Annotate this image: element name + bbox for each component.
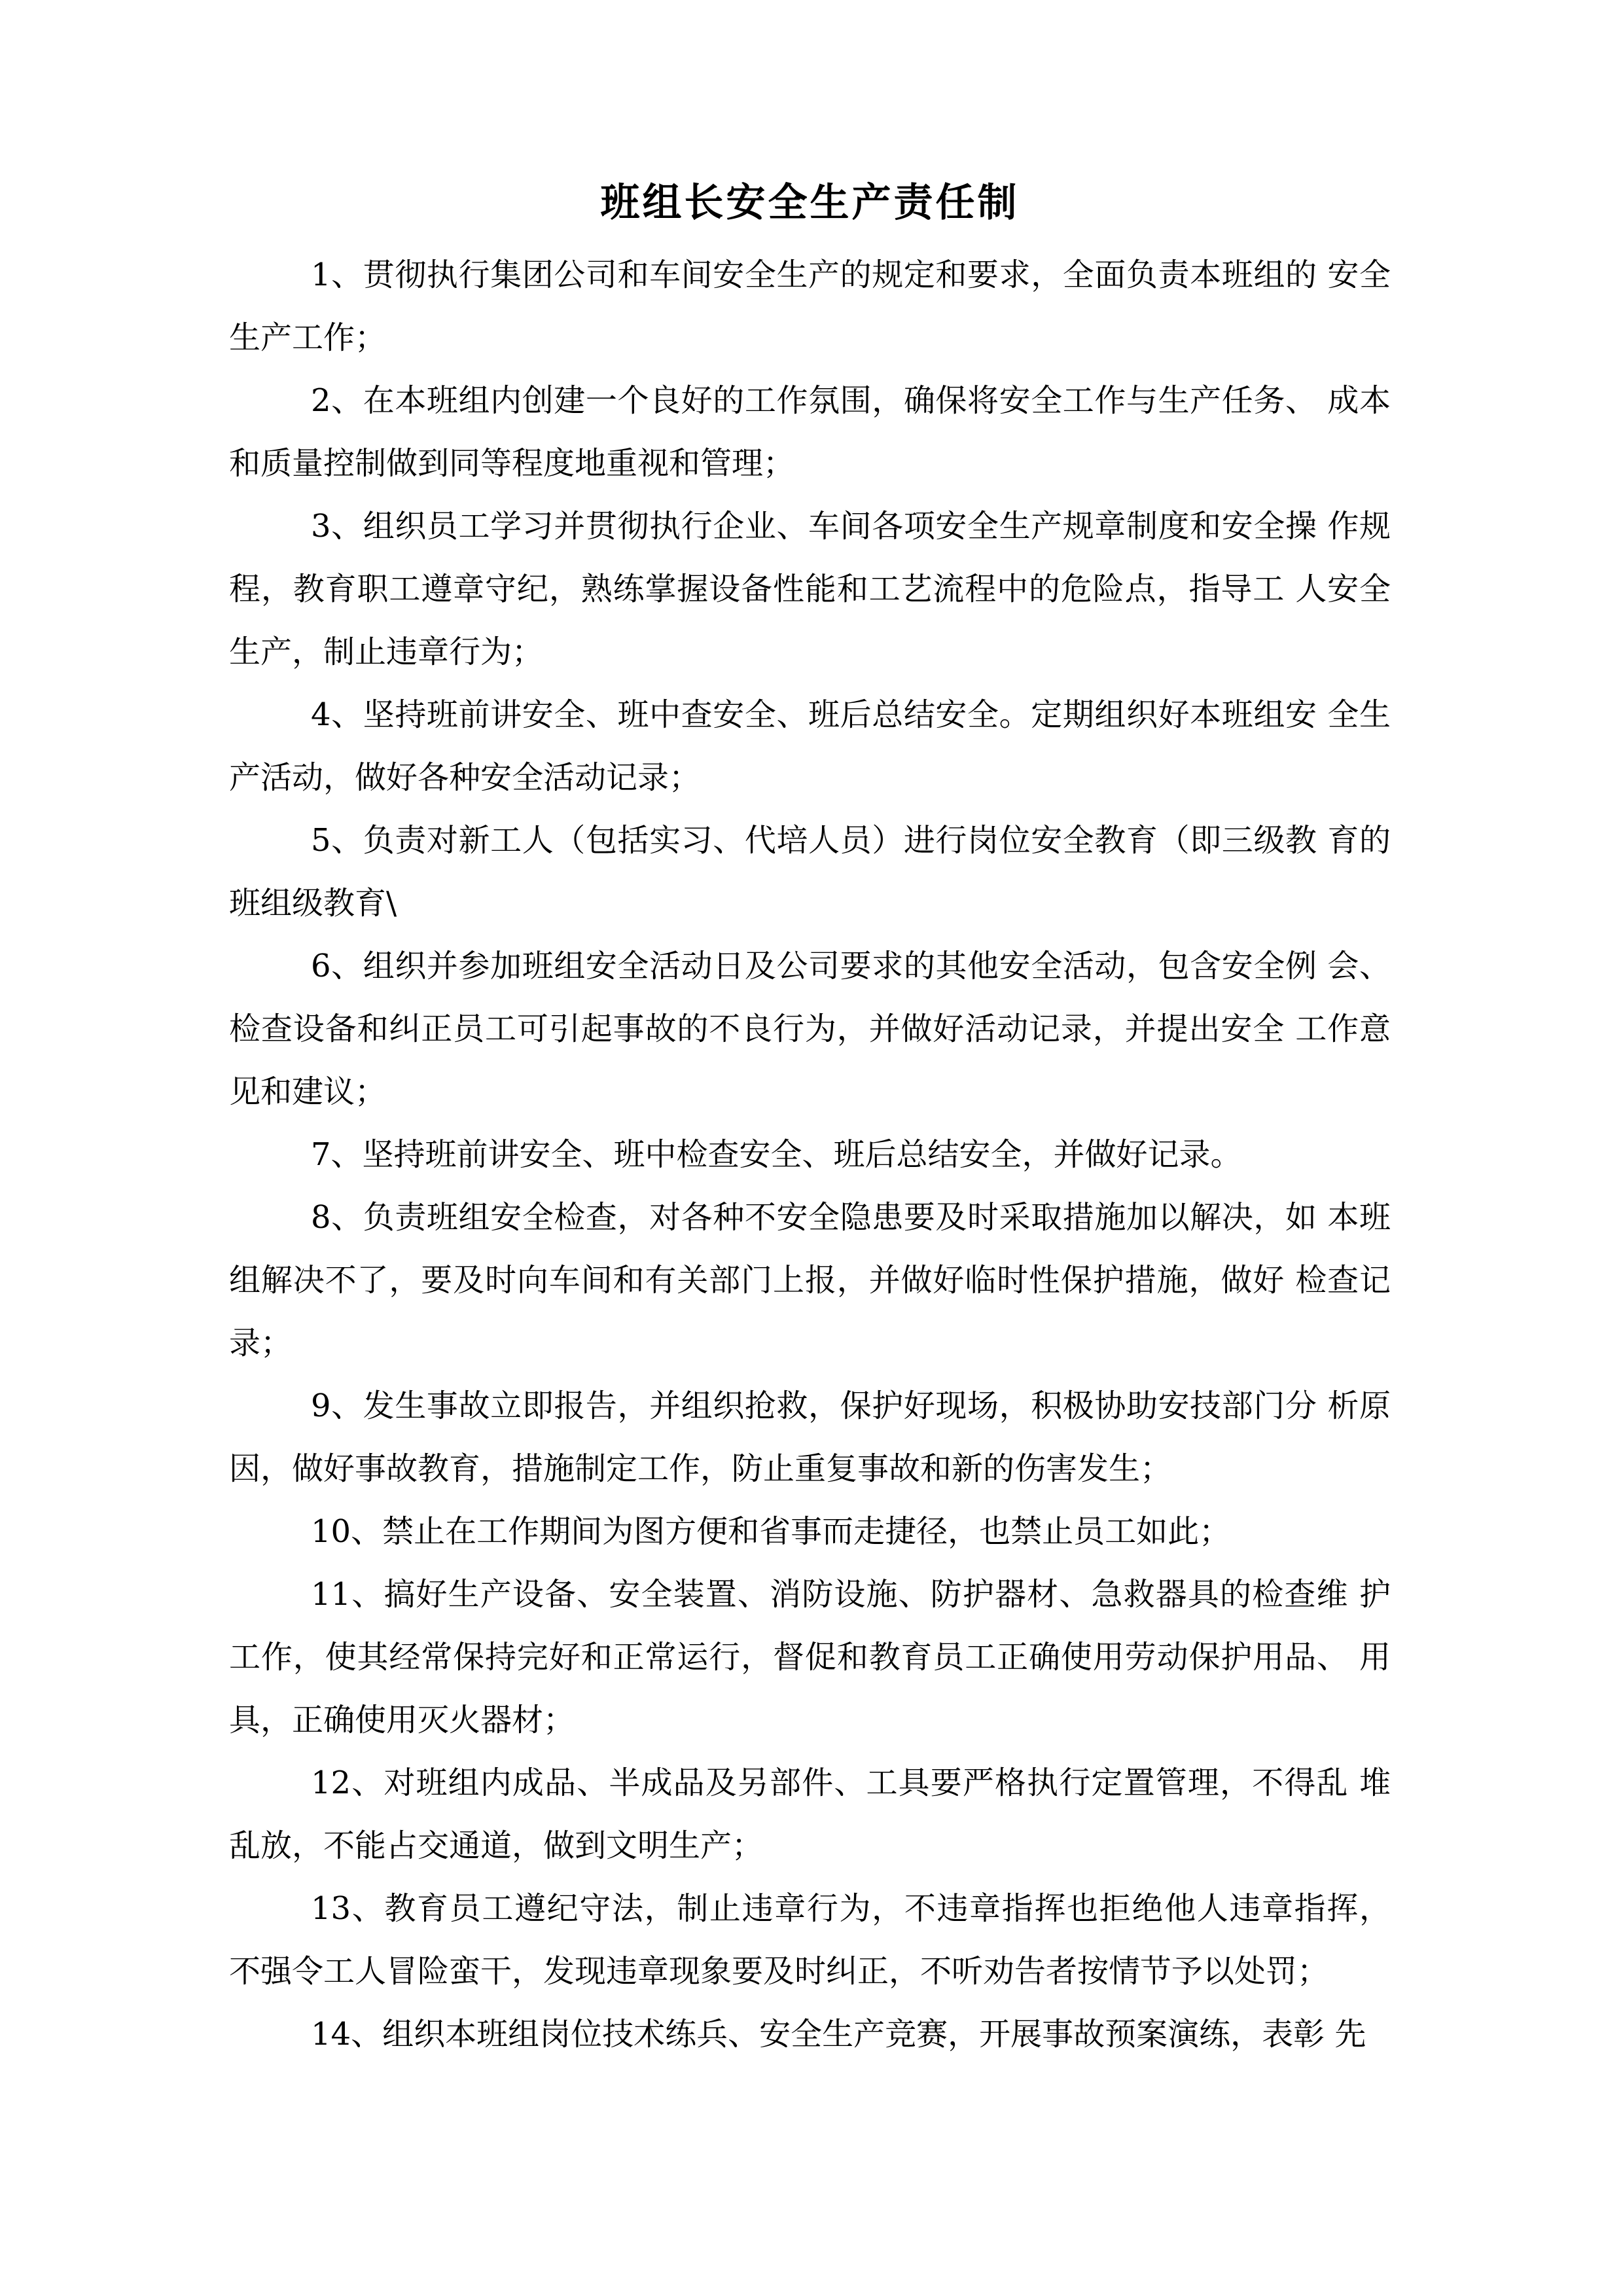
clause-4: 4、坚持班前讲安全、班中查安全、班后总结安全。定期组织好本班组安 全生产活动，做好各种安全活动记录； bbox=[229, 696, 1391, 796]
clause-14: 14、组织本班组岗位技术练兵、安全生产竞赛，开展事故预案演练，表彰 先 bbox=[311, 2016, 1366, 2053]
clause-11: 11、搞好生产设备、安全装置、消防设施、防护器材、急救器具的检查维 护工作，使其经常保持完好和正常运行，督促和教育员工正确使用劳动保护用品、 用具，正确使用灭火器材； bbox=[229, 1576, 1391, 1738]
clause-13: 13、教育员工遵纪守法，制止违章行为，不违章指挥也拒绝他人违章指挥， 不强令工人冒险蛮干，发现违章现象要及时纠正，不听劝告者按情节予以处罚； bbox=[229, 1890, 1391, 1990]
clause-8: 8、负责班组安全检查，对各种不安全隐患要及时采取措施加以解决，如 本班组解决不了，要及时向车间和有关部门上报，并做好临时性保护措施，做好 检查记录； bbox=[229, 1199, 1391, 1361]
clause-list bbox=[229, 243, 1391, 2066]
clause-3: 3、组织员工学习并贯彻执行企业、车间各项安全生产规章制度和安全操 作规程，教育职工遵章守纪，熟练掌握设备性能和工艺流程中的危险点，指导工 人安全生产，制止违章行为； bbox=[229, 508, 1391, 670]
clause-1: 1、贯彻执行集团公司和车间安全生产的规定和要求，全面负责本班组的 安全生产工作； bbox=[229, 257, 1391, 356]
clause-5: 5、负责对新工人（包括实习、代培人员）进行岗位安全教育（即三级教 育的班组级教育\ bbox=[229, 822, 1391, 922]
clause-9: 9、发生事故立即报告，并组织抢救，保护好现场，积极协助安技部门分 析原因，做好事故教育，措施制定工作，防止重复事故和新的伤害发生； bbox=[229, 1388, 1391, 1487]
clause-10: 10、禁止在工作期间为图方便和省事而走捷径，也禁止员工如此； bbox=[311, 1513, 1231, 1550]
clause-7: 7、坚持班前讲安全、班中检查安全、班后总结安全，并做好记录。 bbox=[311, 1136, 1242, 1173]
clause-6: 6、组织并参加班组安全活动日及公司要求的其他安全活动，包含安全例 会、检查设备和纠正员工可引起事故的不良行为，并做好活动记录，并提出安全 工作意见和建议； bbox=[229, 948, 1391, 1110]
clause-2: 2、在本班组内创建一个良好的工作氛围，确保将安全工作与生产任务、 成本和质量控制做到同等程度地重视和管理； bbox=[229, 382, 1391, 482]
document-title: 班组长安全生产责任制 bbox=[600, 180, 1020, 226]
clause-12: 12、对班组内成品、半成品及另部件、工具要严格执行定置管理，不得乱 堆乱放，不能占交通道，做到文明生产； bbox=[229, 1765, 1391, 1864]
